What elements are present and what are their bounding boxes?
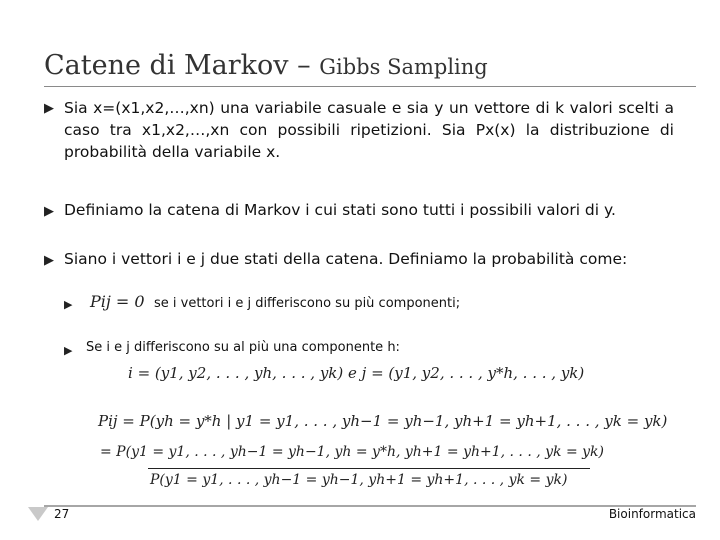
sub-bullet-arrow-icon: ▶ [64,344,73,357]
sub-bullet-arrow-icon: ▶ [64,298,73,311]
bullet-text: Sia x=(x1,x2,…,xn) una variabile casuale e sia y un vettore di k valori scelti a caso tra x1,x2,…,xn con possibili ripetizioni. Sia Px(x) la distribuzione di probabilità della variabile x. [64,99,674,161]
formula-states: i = (y1, y2, . . . , yh, . . . , yk) e j = (y1, y2, . . . , y*h, . . . , yk) [128,364,585,382]
fraction-bar [148,468,590,469]
bullet-arrow-icon: ▶ [44,101,54,116]
bullet-text: Definiamo la catena di Markov i cui stati sono tutti i possibili valori di y. [64,201,616,219]
sub-bullet-text: se i vettori i e j differiscono su più componenti; [154,296,461,311]
title-main: Catene di Markov – [44,50,320,81]
formula-line-3: P(y1 = y1, . . . , yh−1 = yh−1, yh+1 = yh+1, . . . , yk = yk) [150,472,568,488]
footer-marker-icon [28,507,48,521]
sub-bullet-text: Se i e j differiscono su al più una componente h: [86,340,400,355]
title-rule [44,86,696,87]
formula-line-1: Pij = P(yh = y*h | y1 = y1, . . . , yh−1 = yh−1, yh+1 = yh+1, . . . , yk = yk) [98,412,668,430]
page-number: 27 [54,507,70,521]
footer-rule [44,505,696,507]
bullet-arrow-icon: ▶ [44,253,54,268]
title-sub: Gibbs Sampling [319,55,488,79]
formula-pij-zero: Pij = 0 [90,292,145,311]
bullet-arrow-icon: ▶ [44,204,54,219]
formula-line-2: = P(y1 = y1, . . . , yh−1 = yh−1, yh = y*h, yh+1 = yh+1, . . . , yk = yk) [100,444,605,460]
footer-label: Bioinformatica [608,507,696,521]
bullet-text: Siano i vettori i e j due stati della catena. Definiamo la probabilità come: [64,250,628,268]
slide-title [44,50,488,81]
